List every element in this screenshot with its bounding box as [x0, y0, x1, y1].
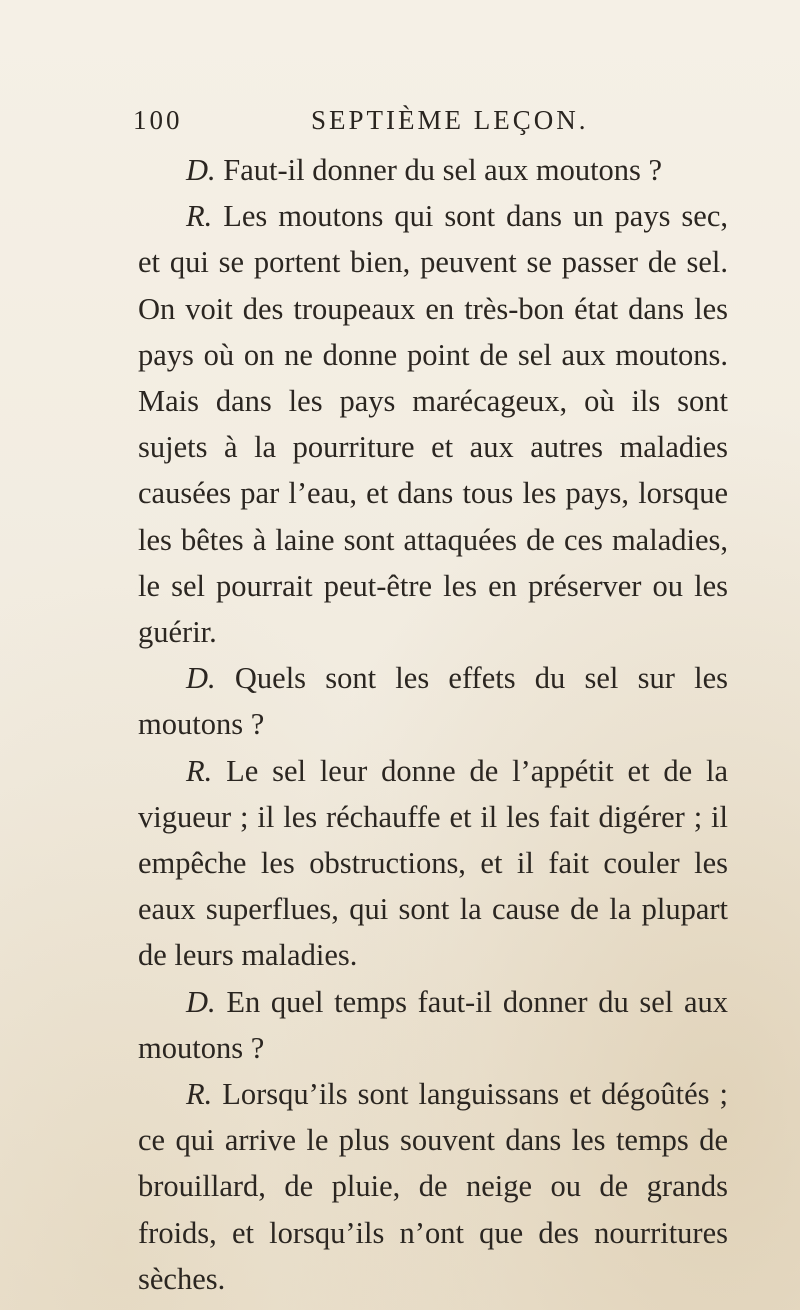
- speaker-label: R.: [186, 1077, 213, 1112]
- body-text: [138, 147, 728, 1302]
- running-title: SEPTIÈME LEÇON.: [311, 105, 589, 135]
- page-number: 100: [133, 105, 183, 135]
- paragraph-text: Faut-il donner du sel aux moutons ?: [223, 153, 663, 187]
- speaker-label: R.: [186, 753, 213, 788]
- paragraph-text: Lorsqu’ils sont languissans et dégoûtés ; ce qui arrive le plus souvent dans les temps de brouillard, de pluie, de neige ou de grands froids, et lorsqu’ils n’ont que des nourritures sèches.: [138, 1077, 728, 1296]
- paragraph-text: En quel temps faut-il donner du sel aux moutons ?: [138, 984, 728, 1065]
- speaker-label: D.: [186, 661, 216, 696]
- dialogue-answer: [138, 1071, 728, 1302]
- speaker-label: R.: [186, 199, 213, 234]
- dialogue-question: [138, 979, 728, 1071]
- page-header: [133, 105, 723, 145]
- paragraph-text: Le sel leur donne de l’appétit et de la vigueur ; il les réchauffe et il les fait digérer ; il empêche les obstructions, et il fait couler les eaux superflues, qui sont la cause de la plupart de leurs maladies.: [138, 753, 729, 973]
- speaker-label: D.: [186, 984, 216, 1019]
- paragraph-text: Quels sont les effets du sel sur les moutons ?: [138, 661, 728, 742]
- speaker-label: D.: [186, 153, 216, 187]
- dialogue-answer: [138, 748, 728, 979]
- paragraph-text: Les moutons qui sont dans un pays sec, et qui se portent bien, peuvent se passer de sel. On voit des troupeaux en très-bon état dans les pays où on ne donne point de sel aux moutons. Mais dans les pays marécageux, où ils sont sujets à la pourriture et aux autres maladies causées par l’eau, et dans tous les pays, lorsque les bêtes à laine sont attaquées de ces maladies, le sel pourrait peut-être les en préserver ou les guérir.: [138, 199, 729, 650]
- dialogue-answer: [138, 193, 728, 655]
- dialogue-question: [138, 147, 728, 193]
- dialogue-question: [138, 655, 728, 747]
